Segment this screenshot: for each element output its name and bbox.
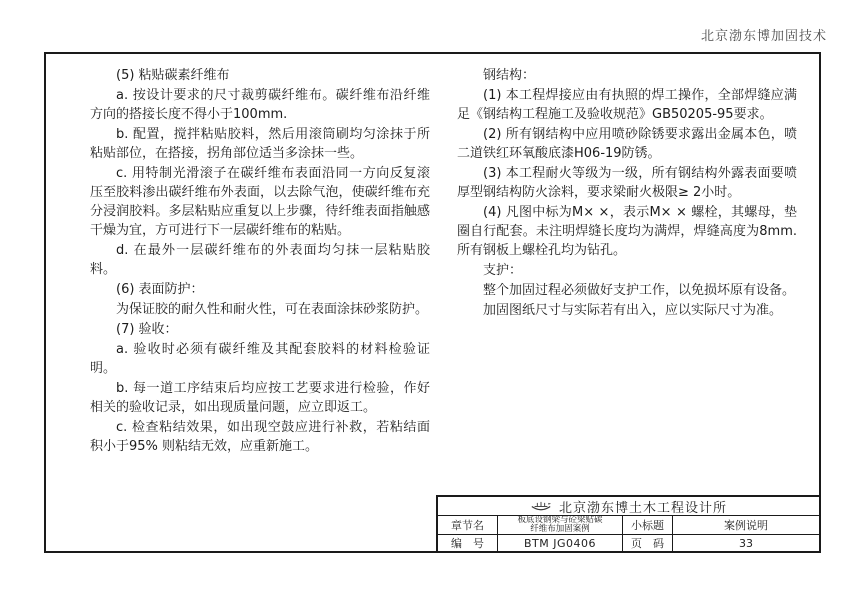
subtitle-label: 小标题 xyxy=(623,516,673,534)
paragraph: 支护： xyxy=(483,263,523,278)
paragraph: (6) 表面防护： xyxy=(116,282,204,297)
drawing-number: BTM JG0406 xyxy=(498,535,623,551)
chapter-label: 章节名 xyxy=(438,516,498,534)
boat-logo-icon xyxy=(530,501,552,512)
paragraph: b. 每一道工序结束后均应按工艺要求进行检验，作好相关的验收记录，如出现质量问题，应立即返工。 xyxy=(90,381,430,415)
company-name: 北京渤东博土木工程设计所 xyxy=(558,500,727,516)
paragraph: a. 验收时必须有碳纤维及其配套胶料的材料检验证明。 xyxy=(90,342,430,376)
paragraph: (2) 所有钢结构中应用喷砂除锈要求露出金属本色，喷二道铁红环氧酸底漆H06-19防锈。 xyxy=(457,127,797,161)
paragraph: 整个加固过程必须做好支护工作，以免损坏原有设备。 xyxy=(483,283,796,298)
paragraph: (5) 粘贴碳素纤维布 xyxy=(116,68,230,83)
paragraph: (7) 验收： xyxy=(116,322,178,337)
right-text-column xyxy=(457,66,797,321)
paragraph: 加固图纸尺寸与实际若有出入，应以实际尺寸为准。 xyxy=(483,303,783,318)
page-header-title: 北京渤东博加固技术 xyxy=(700,29,827,44)
paragraph: c. 检查粘结效果，如出现空鼓应进行补救，若粘结面积小于95% 则粘结无效，应重新施工。 xyxy=(90,420,430,454)
chapter-name-line2: 纤维布加固案例 xyxy=(530,524,590,534)
paragraph: (4) 凡图中标为M× ×，表示M× × 螺栓，其螺母，垫圈自行配套。未注明焊缝长度均为满焊，焊缝高度为8mm. 所有钢板上螺栓孔均为钻孔。 xyxy=(457,205,797,258)
page-number: 33 xyxy=(739,536,753,550)
paragraph: b. 配置，搅拌粘贴胶料，然后用滚筒刷均匀涂抹于所粘贴部位，在搭接，拐角部位适当多涂抹一些。 xyxy=(90,127,430,161)
paragraph: a. 按设计要求的尺寸裁剪碳纤维布。碳纤维布沿纤维方向的搭接长度不得小于100mm. xyxy=(90,88,430,122)
paragraph: (3) 本工程耐火等级为一级，所有钢结构外露表面要喷厚型钢结构防火涂料，要求梁耐火极限≥ 2小时。 xyxy=(457,166,797,200)
paragraph: (1) 本工程焊接应由有执照的焊工操作，全部焊缝应满足《钢结构工程施工及验收规范》GB50205-95要求。 xyxy=(457,88,797,122)
paragraph: d. 在最外一层碳纤维布的外表面均匀抹一层粘贴胶料。 xyxy=(90,243,430,277)
paragraph: c. 用特制光滑滚子在碳纤维布表面沿同一方向反复滚压至胶料渗出碳纤维布外表面，以去除气泡，使碳纤维布充分浸润胶料。多层粘贴应重复以上步骤，待纤维表面指触感干燥为宜，方可进行下一层碳纤维布的粘贴。 xyxy=(90,166,430,238)
page-label: 页 码 xyxy=(623,535,673,551)
chapter-name-line1: 板底设钢梁与砼梁贴碳 xyxy=(517,516,603,525)
paragraph: 钢结构： xyxy=(483,68,536,83)
left-text-column xyxy=(90,66,430,457)
paragraph: 为保证胶的耐久性和耐火性，可在表面涂抹砂浆防护。 xyxy=(116,302,429,317)
title-block-company-row xyxy=(438,497,819,516)
chapter-name xyxy=(498,516,623,534)
title-block-row-chapter xyxy=(438,516,819,535)
subtitle-value: 案例说明 xyxy=(724,519,768,532)
number-label: 编 号 xyxy=(438,535,498,551)
content-border-box xyxy=(44,52,821,553)
title-block-row-number xyxy=(438,535,819,551)
title-block xyxy=(436,495,819,551)
